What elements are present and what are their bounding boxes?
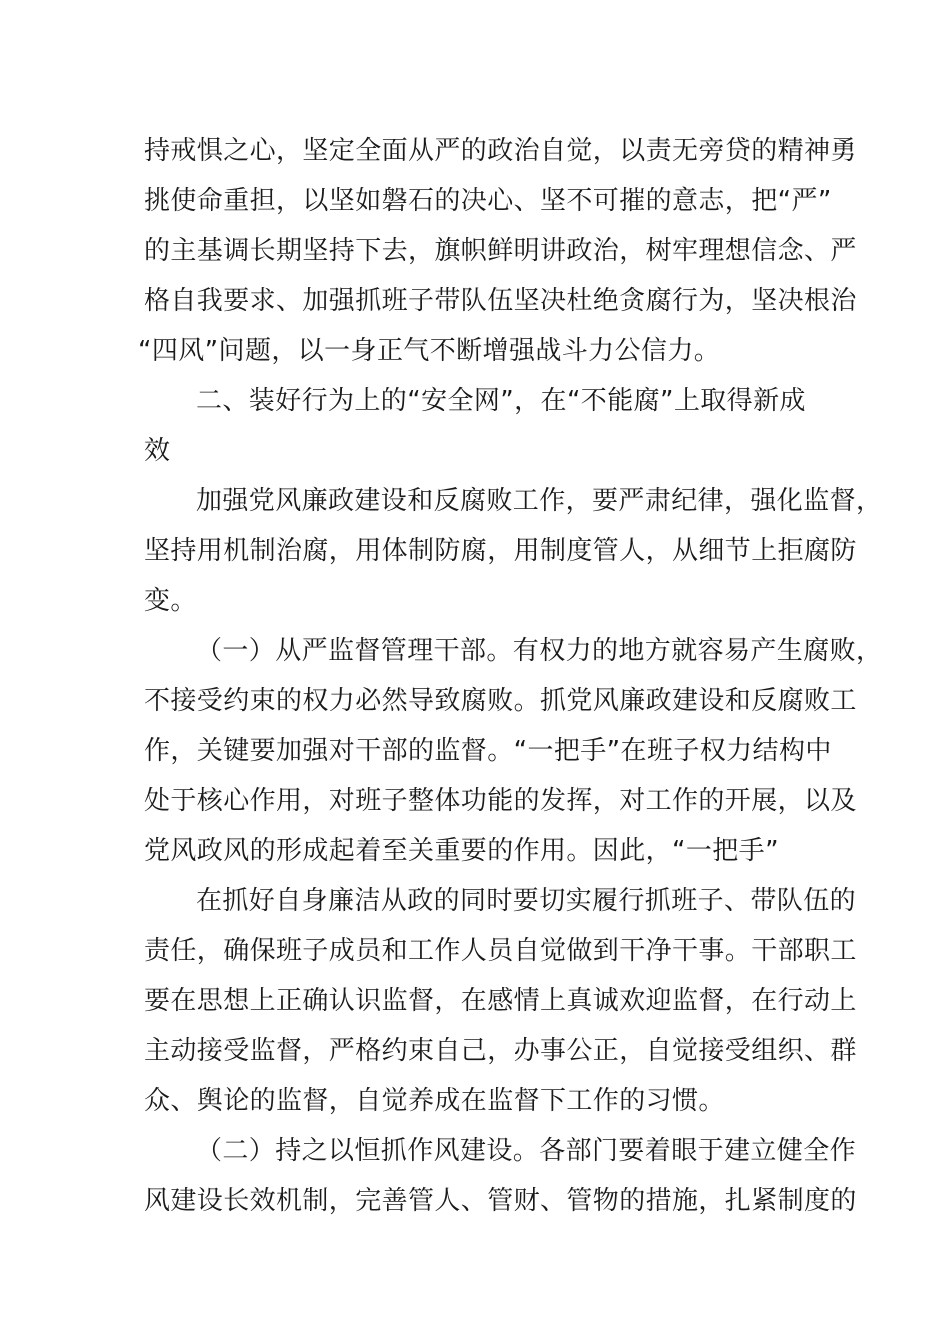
text-line: 处于核心作用，对班子整体功能的发挥，对工作的开展，以及 xyxy=(144,786,857,816)
text-line: 坚持用机制治腐，用体制防腐，用制度管人，从细节上拒腐防 xyxy=(144,536,857,566)
text-line: 不接受约束的权力必然导致腐败。抓党风廉政建设和反腐败工 xyxy=(144,686,857,716)
subsection-heading: （一）从严监督管理干部。有权力的地方就容易产生腐败， xyxy=(196,636,883,666)
paragraph-start: 加强党风廉政建设和反腐败工作，要严肃纪律，强化监督， xyxy=(196,486,883,516)
text-line: 的主基调长期坚持下去，旗帜鲜明讲政治，树牢理想信念、严 xyxy=(144,236,857,266)
text-line: 要在思想上正确认识监督，在感情上真诚欢迎监督，在行动上 xyxy=(144,986,857,1016)
text-line: 主动接受监督，严格约束自己，办事公正，自觉接受组织、群 xyxy=(144,1036,857,1066)
paragraph-start: 在抓好自身廉洁从政的同时要切实履行抓班子、带队伍的 xyxy=(196,886,857,916)
text-line: 持戒惧之心，坚定全面从严的政治自觉，以责无旁贷的精神勇 xyxy=(144,136,857,166)
text-line: 责任，确保班子成员和工作人员自觉做到干净干事。干部职工 xyxy=(144,936,857,966)
text-line: 众、舆论的监督，自觉养成在监督下工作的习惯。 xyxy=(144,1086,725,1116)
text-line: 作，关键要加强对干部的监督。“一把手”在班子权力结构中 xyxy=(144,736,832,766)
text-line: “四风”问题，以一身正气不断增强战斗力公信力。 xyxy=(138,336,721,366)
text-line: 变。 xyxy=(144,586,197,616)
text-line: 格自我要求、加强抓班子带队伍坚决杜绝贪腐行为，坚决根治 xyxy=(144,286,857,316)
section-heading-continuation: 效 xyxy=(144,436,171,466)
text-line: 挑使命重担，以坚如磐石的决心、坚不可摧的意志，把“严” xyxy=(144,186,832,216)
section-heading: 二、装好行为上的“安全网”，在“不能腐”上取得新成 xyxy=(196,386,806,416)
subsection-heading: （二）持之以恒抓作风建设。各部门要着眼于建立健全作 xyxy=(196,1136,857,1166)
text-line: 党风政风的形成起着至关重要的作用。因此，“一把手” xyxy=(144,836,779,866)
text-line: 风建设长效机制，完善管人、管财、管物的措施，扎紧制度的 xyxy=(144,1186,857,1216)
